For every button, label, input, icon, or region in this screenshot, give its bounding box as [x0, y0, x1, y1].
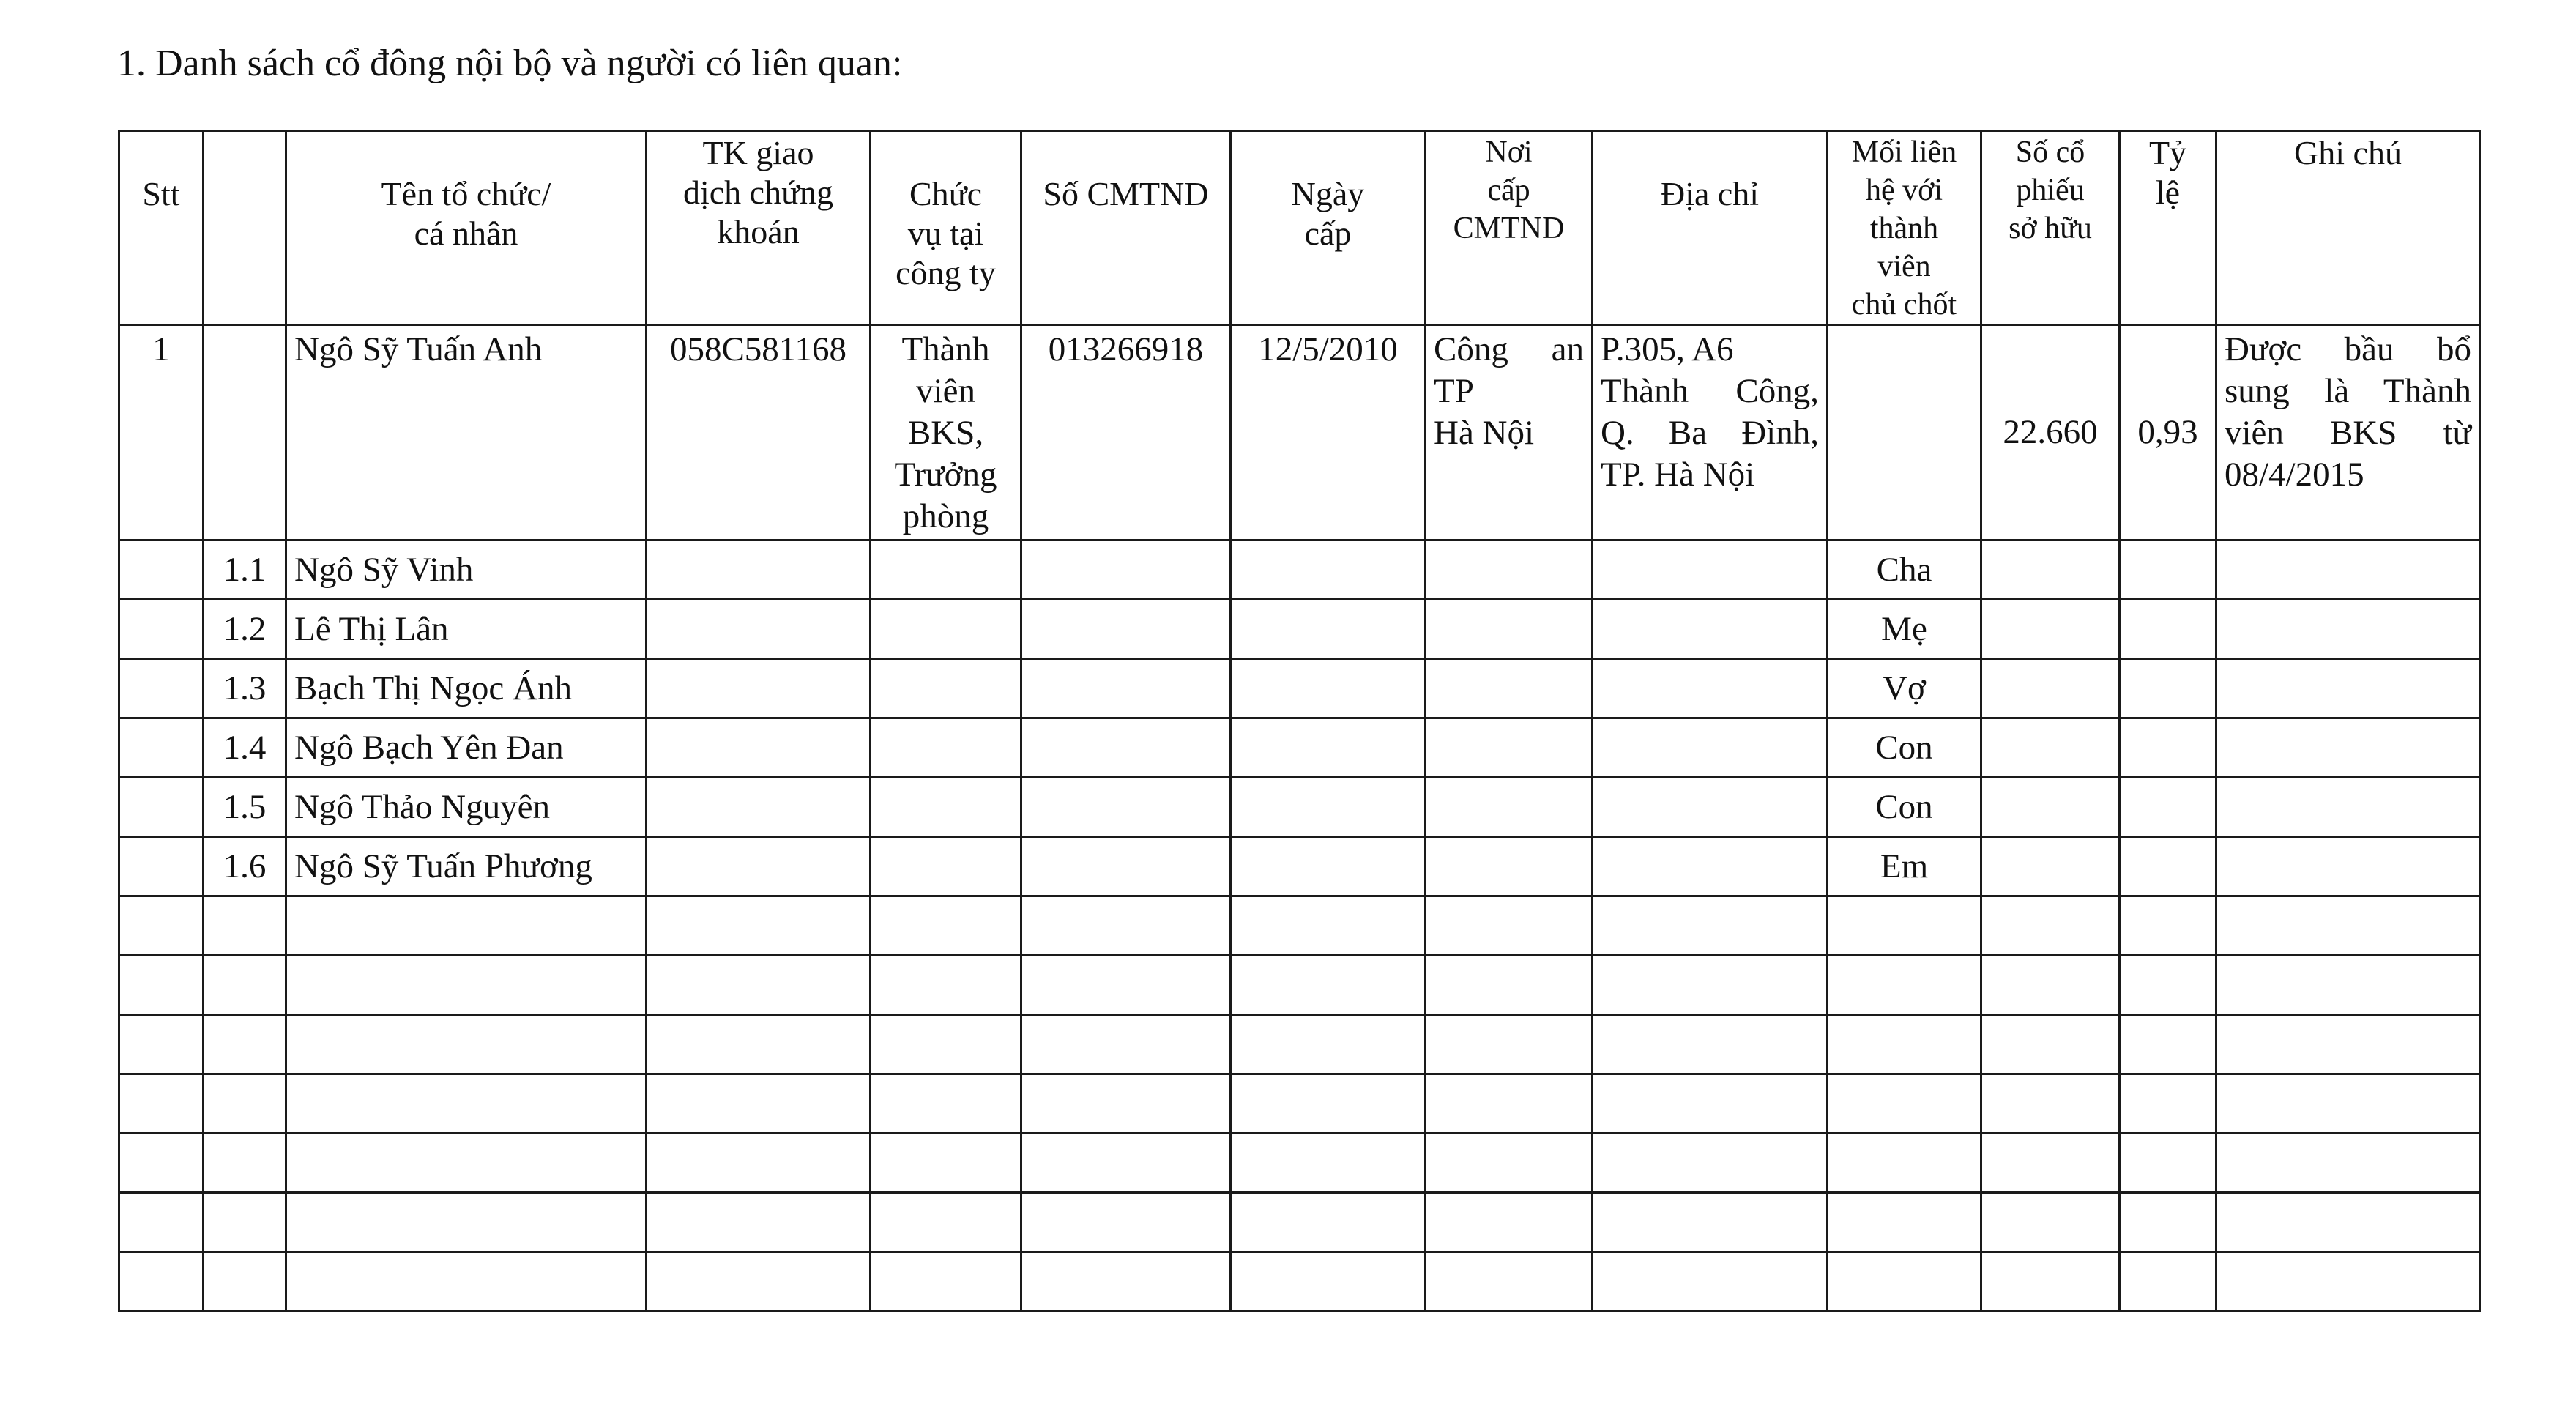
- cell-address: [1593, 600, 1828, 659]
- col-header-relation-line-2: hệ với: [1865, 174, 1943, 207]
- cell-id-no: [1021, 540, 1231, 600]
- cell-ratio: [2120, 600, 2216, 659]
- cell-name: Bạch Thị Ngọc Ánh: [286, 659, 647, 718]
- col-header-name-line-2: cá nhân: [414, 215, 518, 252]
- table-row-main-member: [119, 325, 2480, 540]
- cell-stt: [119, 540, 204, 600]
- col-header-account-line-1: TK giao: [702, 134, 814, 171]
- cell-shares: [1981, 659, 2120, 718]
- cell-note-line-1: Được bầu bổ: [2225, 330, 2471, 368]
- cell-stt: [119, 778, 204, 837]
- cell-shares: [1981, 778, 2120, 837]
- cell-position: [871, 540, 1021, 600]
- cell-shares: [1981, 837, 2120, 896]
- table-row: [119, 778, 2480, 837]
- col-header-place-line-2: cấp: [1487, 174, 1530, 207]
- table-row: [119, 540, 2480, 600]
- cell-relation: Con: [1828, 778, 1981, 837]
- cell-position: [871, 837, 1021, 896]
- empty-row: [119, 1193, 2480, 1252]
- cell-relation: Em: [1828, 837, 1981, 896]
- cell-date: [1231, 718, 1426, 778]
- cell-note-line-3: viên BKS từ: [2225, 414, 2471, 452]
- col-header-account-line-2: dịch chứng: [682, 174, 834, 211]
- col-header-date-line-2: cấp: [1304, 215, 1352, 252]
- cell-note: [2216, 659, 2480, 718]
- col-header-stt: Stt: [119, 131, 204, 325]
- col-header-ratio: [2120, 131, 2216, 325]
- cell-address: [1593, 718, 1828, 778]
- col-header-position-line-1: Chức: [909, 175, 983, 212]
- cell-account: [647, 600, 871, 659]
- cell-address-line-4: TP. Hà Nội: [1601, 455, 1755, 494]
- cell-id-no: [1021, 778, 1231, 837]
- col-header-place-line-3: CMTND: [1453, 212, 1565, 245]
- cell-date: [1231, 540, 1426, 600]
- header-row: [119, 131, 2480, 325]
- cell-address-line-3: Q. Ba Đình,: [1601, 414, 1819, 452]
- col-header-position: [871, 131, 1021, 325]
- cell-relation: Mẹ: [1828, 600, 1981, 659]
- col-header-relation-line-3: thành: [1869, 212, 1939, 245]
- cell-name: Lê Thị Lân: [286, 600, 647, 659]
- cell-position-line-1: Thành: [901, 330, 990, 368]
- col-header-relation-line-1: Mối liên: [1851, 135, 1957, 169]
- empty-row: [119, 1252, 2480, 1312]
- empty-row: [119, 1134, 2480, 1193]
- cell-position: [871, 325, 1021, 540]
- cell-position: [871, 778, 1021, 837]
- cell-note: [2216, 718, 2480, 778]
- col-header-ratio-line-2: lệ: [2155, 174, 2181, 211]
- cell-sub: 1.1: [204, 540, 286, 600]
- cell-place-line-3: Hà Nội: [1434, 414, 1535, 452]
- empty-row: [119, 896, 2480, 956]
- table-row: [119, 718, 2480, 778]
- empty-row: [119, 1015, 2480, 1074]
- col-header-shares: [1981, 131, 2120, 325]
- cell-ratio: [2120, 540, 2216, 600]
- cell-position: [871, 600, 1021, 659]
- cell-position-line-4: Trưởng: [894, 455, 997, 494]
- table-row: [119, 837, 2480, 896]
- cell-place-line-1: Công an: [1434, 330, 1584, 368]
- cell-shares: 22.660: [1981, 325, 2120, 540]
- section-heading: 1. Danh sách cổ đông nội bộ và người có liên quan:: [117, 42, 903, 84]
- empty-row: [119, 1074, 2480, 1134]
- col-header-name: [286, 131, 647, 325]
- cell-place-line-2: TP: [1434, 372, 1474, 410]
- cell-date: [1231, 778, 1426, 837]
- cell-address: [1593, 325, 1828, 540]
- cell-stt: 1: [119, 325, 204, 540]
- cell-ratio: [2120, 659, 2216, 718]
- col-header-position-line-2: vụ tại: [907, 215, 984, 252]
- cell-sub: 1.6: [204, 837, 286, 896]
- cell-sub: 1.3: [204, 659, 286, 718]
- cell-place: [1426, 600, 1593, 659]
- cell-relation: Cha: [1828, 540, 1981, 600]
- cell-sub: [204, 325, 286, 540]
- cell-position-line-3: BKS,: [907, 414, 984, 452]
- cell-name: Ngô Thảo Nguyên: [286, 778, 647, 837]
- cell-stt: [119, 718, 204, 778]
- cell-ratio: 0,93: [2120, 325, 2216, 540]
- cell-shares: [1981, 600, 2120, 659]
- cell-note: [2216, 325, 2480, 540]
- col-header-note: Ghi chú: [2216, 131, 2480, 325]
- col-header-ratio-line-1: Tỷ: [2148, 134, 2187, 171]
- cell-ratio: [2120, 718, 2216, 778]
- col-header-account: [647, 131, 871, 325]
- cell-account: [647, 837, 871, 896]
- cell-date: [1231, 659, 1426, 718]
- cell-relation: Vợ: [1828, 659, 1981, 718]
- cell-position-line-2: viên: [916, 372, 975, 410]
- cell-note: [2216, 778, 2480, 837]
- cell-position: [871, 718, 1021, 778]
- col-header-relation-line-5: chủ chốt: [1851, 288, 1957, 321]
- cell-sub: 1.2: [204, 600, 286, 659]
- cell-note-line-4: 08/4/2015: [2225, 455, 2364, 494]
- col-header-position-line-3: công ty: [896, 254, 996, 291]
- cell-ratio: [2120, 837, 2216, 896]
- col-header-name-line-1: Tên tổ chức/: [381, 175, 551, 212]
- cell-relation: [1828, 325, 1981, 540]
- cell-account: 058C581168: [647, 325, 871, 540]
- cell-address: [1593, 778, 1828, 837]
- col-header-id-no: Số CMTND: [1021, 131, 1231, 325]
- table-row: [119, 600, 2480, 659]
- cell-address: [1593, 540, 1828, 600]
- cell-place: [1426, 837, 1593, 896]
- cell-date: 12/5/2010: [1231, 325, 1426, 540]
- cell-name: Ngô Sỹ Tuấn Anh: [286, 325, 647, 540]
- empty-row: [119, 956, 2480, 1015]
- cell-account: [647, 659, 871, 718]
- col-header-date: [1231, 131, 1426, 325]
- col-header-relation-line-4: viên: [1877, 250, 1931, 283]
- cell-place: [1426, 325, 1593, 540]
- cell-id-no: [1021, 600, 1231, 659]
- cell-account: [647, 778, 871, 837]
- col-header-shares-line-2: phiếu: [2016, 174, 2085, 207]
- cell-stt: [119, 837, 204, 896]
- col-header-sub: [204, 131, 286, 325]
- cell-position-line-5: phòng: [902, 497, 989, 535]
- cell-place: [1426, 778, 1593, 837]
- cell-position: [871, 659, 1021, 718]
- cell-place: [1426, 540, 1593, 600]
- cell-name: Ngô Sỹ Vinh: [286, 540, 647, 600]
- col-header-place-line-1: Nơi: [1485, 135, 1533, 169]
- col-header-place: [1426, 131, 1593, 325]
- col-header-address: Địa chỉ: [1593, 131, 1828, 325]
- cell-address-line-1: P.305, A6: [1601, 330, 1734, 368]
- cell-name: Ngô Bạch Yên Đan: [286, 718, 647, 778]
- shareholder-table: [118, 130, 2481, 1312]
- col-header-account-line-3: khoán: [717, 213, 800, 250]
- cell-place: [1426, 718, 1593, 778]
- cell-address: [1593, 659, 1828, 718]
- cell-note-line-2: sung là Thành: [2225, 372, 2471, 410]
- cell-place: [1426, 659, 1593, 718]
- cell-stt: [119, 600, 204, 659]
- cell-sub: 1.5: [204, 778, 286, 837]
- col-header-shares-line-1: Số cổ: [2015, 135, 2085, 169]
- cell-note: [2216, 837, 2480, 896]
- cell-id-no: 013266918: [1021, 325, 1231, 540]
- cell-shares: [1981, 540, 2120, 600]
- cell-account: [647, 718, 871, 778]
- cell-sub: 1.4: [204, 718, 286, 778]
- cell-relation: Con: [1828, 718, 1981, 778]
- cell-name: Ngô Sỹ Tuấn Phương: [286, 837, 647, 896]
- cell-ratio: [2120, 778, 2216, 837]
- cell-date: [1231, 837, 1426, 896]
- col-header-shares-line-3: sở hữu: [2009, 212, 2092, 245]
- cell-note: [2216, 540, 2480, 600]
- cell-address: [1593, 837, 1828, 896]
- cell-account: [647, 540, 871, 600]
- cell-stt: [119, 659, 204, 718]
- col-header-relation: [1828, 131, 1981, 325]
- cell-id-no: [1021, 718, 1231, 778]
- cell-shares: [1981, 718, 2120, 778]
- cell-address-line-2: Thành Công,: [1601, 372, 1819, 410]
- table-row: [119, 659, 2480, 718]
- cell-id-no: [1021, 837, 1231, 896]
- cell-id-no: [1021, 659, 1231, 718]
- cell-date: [1231, 600, 1426, 659]
- col-header-date-line-1: Ngày: [1291, 175, 1365, 212]
- cell-note: [2216, 600, 2480, 659]
